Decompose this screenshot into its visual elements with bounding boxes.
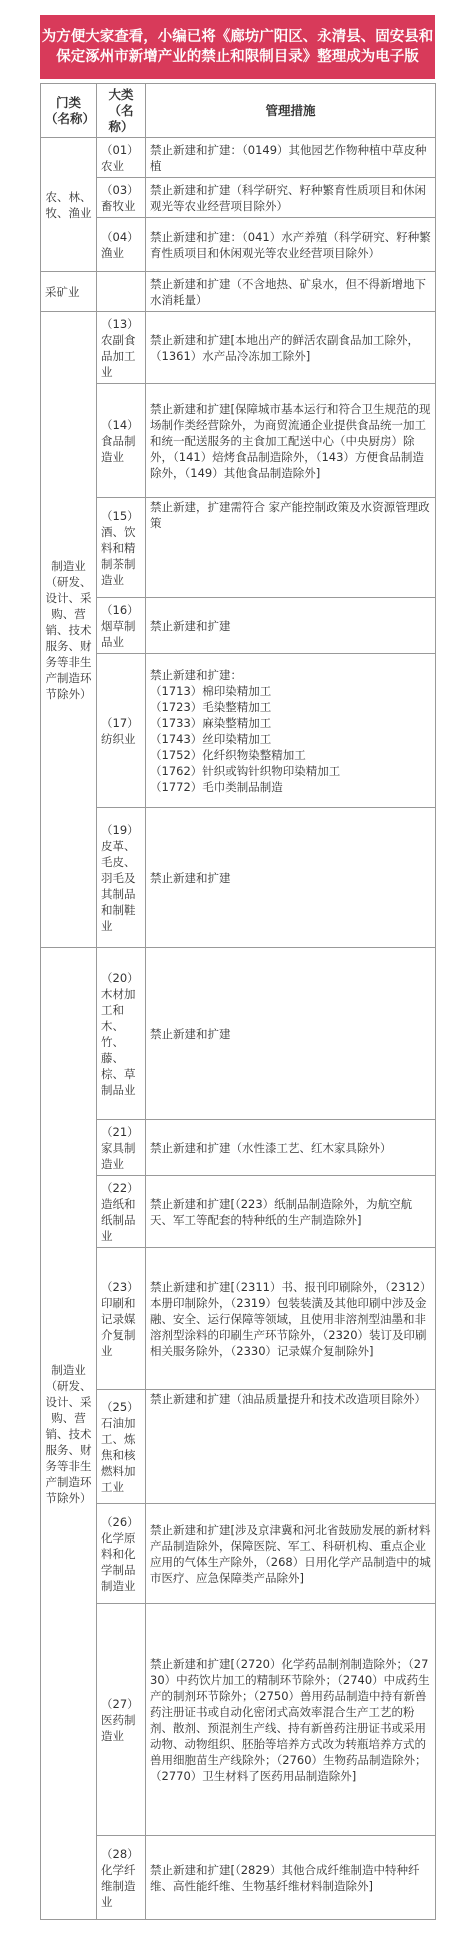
measure-cell xyxy=(146,654,436,808)
measure-cell: 禁止新建和扩建：（041）水产养殖（科学研究、籽种繁育性质项目和休闲观光等农业经营项目除外） xyxy=(146,218,436,272)
table-row xyxy=(41,1836,436,1920)
measure-cell: 禁止新建和扩建（不含地热、矿泉水，但不得新增地下水消耗量） xyxy=(146,272,436,312)
measure-line: （1762）针织或钩针织物印染精加工 xyxy=(150,763,341,778)
subcategory-cell: （28）化学纤维制造业 xyxy=(97,1836,146,1920)
table-row xyxy=(41,178,436,218)
table-row xyxy=(41,384,436,498)
title-banner xyxy=(40,15,435,79)
category-cell: 制造业（研发、设计、采购、营销、技术服务、财务等非生产制造环节除外） xyxy=(41,312,97,948)
measure-cell: 禁止新建和扩建[本地出产的鲜活农副食品加工除外，（1361）水产品冷冻加工除外] xyxy=(146,312,436,384)
measure-cell: 禁止新建，扩建需符合 家产能控制政策及水资源管理政策 xyxy=(146,498,436,598)
table-row xyxy=(41,138,436,178)
category-cell: 农、林、牧、渔业 xyxy=(41,138,97,272)
subcategory-cell: （01）农业 xyxy=(97,138,146,178)
table-row xyxy=(41,1504,436,1604)
category-cell: 制造业（研发、设计、采购、营销、技术服务、财务等非生产制造环节除外） xyxy=(41,948,97,1920)
measure-line: （1713）棉印染精加工 xyxy=(150,683,272,698)
measure-cell: 禁止新建和扩建 xyxy=(146,808,436,948)
table-row xyxy=(41,948,436,1120)
table-row xyxy=(41,1176,436,1248)
subcategory-cell: （13）农副食品加工业 xyxy=(97,312,146,384)
industry-table xyxy=(40,83,436,1920)
table-row xyxy=(41,1120,436,1176)
measure-cell: 禁止新建和扩建 xyxy=(146,948,436,1120)
subcategory-cell: （16）烟草制品业 xyxy=(97,598,146,654)
measure-line: （1752）化纤织物染整精加工 xyxy=(150,747,306,762)
table-row xyxy=(41,598,436,654)
measure-line: （1733）麻染整精加工 xyxy=(150,715,272,730)
subcategory-cell: （15）酒、饮料和精制茶制造业 xyxy=(97,498,146,598)
subcategory-cell: （27）医药制造业 xyxy=(97,1604,146,1836)
measure-cell: 禁止新建和扩建（科学研究、籽种繁育性质项目和休闲观光等农业经营项目除外） xyxy=(146,178,436,218)
subcategory-cell: （26）化学原料和化学制品制造业 xyxy=(97,1504,146,1604)
table-row xyxy=(41,218,436,272)
header-subcategory: 大类（名称） xyxy=(97,84,146,138)
measure-line: （1723）毛染整精加工 xyxy=(150,699,272,714)
subcategory-cell: （14）食品制造业 xyxy=(97,384,146,498)
measure-cell: 禁止新建和扩建[（2311）书、报刊印刷除外，（2312）本册印制除外，（2319）包装装潢及其他印刷中涉及金融、安全、运行保障等领域，且使用非溶剂型油墨和非溶剂型涂料的印刷生产环节除外，（2320）装订及印刷相关服务除外，（2330）记录媒介复制除外] xyxy=(146,1248,436,1390)
subcategory-cell: （19）皮革、毛皮、羽毛及其制品和制鞋业 xyxy=(97,808,146,948)
measure-cell: 禁止新建和扩建（水性漆工艺、红木家具除外） xyxy=(146,1120,436,1176)
measure-cell: 禁止新建和扩建：（0149）其他园艺作物种植中草皮种植 xyxy=(146,138,436,178)
subcategory-cell: （25）石油加工、炼焦和核燃料加工业 xyxy=(97,1390,146,1504)
table-row xyxy=(41,654,436,808)
measure-line: （1743）丝印染精加工 xyxy=(150,731,272,746)
table-row xyxy=(41,1604,436,1836)
table-row xyxy=(41,808,436,948)
table-row xyxy=(41,498,436,598)
subcategory-cell: （20）木材加工和木、竹、藤、棕、草制品业 xyxy=(97,948,146,1120)
category-cell: 采矿业 xyxy=(41,272,97,312)
measure-cell: 禁止新建和扩建（油品质量提升和技术改造项目除外） xyxy=(146,1390,436,1504)
subcategory-cell: （04）渔业 xyxy=(97,218,146,272)
measure-cell: 禁止新建和扩建 xyxy=(146,598,436,654)
measure-cell: 禁止新建和扩建[（2829）其他合成纤维制造中特种纤维、高性能纤维、生物基纤维材料制造除外] xyxy=(146,1836,436,1920)
subcategory-cell: （21）家具制造业 xyxy=(97,1120,146,1176)
table-row xyxy=(41,1390,436,1504)
header-category: 门类（名称） xyxy=(41,84,97,138)
subcategory-cell: （22）造纸和纸制品业 xyxy=(97,1176,146,1248)
measure-cell: 禁止新建和扩建[涉及京津冀和河北省鼓励发展的新材料产品制造除外，保障医院、军工、科研机构、重点企业应用的气体生产除外，（268）日用化学产品制造中的城市医疗、应急保障类产品除外] xyxy=(146,1504,436,1604)
subcategory-cell xyxy=(97,272,146,312)
measure-cell: 禁止新建和扩建[（2720）化学药品制剂制造除外；（2730）中药饮片加工的精制环节除外；（2740）中成药生产的制剂环节除外；（2750）兽用药品制造中持有新兽药注册证书或自动化密闭式高效率混合生产工艺的粉剂、散剂、预混剂生产线、持有新兽药注册证书或采用动物、动物组织、胚胎等培养方式改为转瓶培养方式的兽用细胞苗生产线除外；（2760）生物药品制造除外；（2770）卫生材料了医药用品制造除外] xyxy=(146,1604,436,1836)
header-measures: 管理措施 xyxy=(146,84,436,138)
measure-cell: 禁止新建和扩建[（223）纸制品制造除外，为航空航天、军工等配套的特种纸的生产制造除外] xyxy=(146,1176,436,1248)
measure-cell: 禁止新建和扩建[保障城市基本运行和符合卫生规范的现场制作类经营除外，为商贸流通企业提供食品统一加工和统一配送服务的主食加工配送中心（中央厨房）除外，（141）焙烤食品制造除外，（143）方便食品制造除外，（149）其他食品制造除外] xyxy=(146,384,436,498)
table-row xyxy=(41,312,436,384)
subcategory-cell: （23）印刷和记录媒介复制业 xyxy=(97,1248,146,1390)
title-line-1: 为方便大家查看，小编已将《廊坊广阳区、永清县、固安县和 xyxy=(41,29,434,45)
subcategory-cell: （03）畜牧业 xyxy=(97,178,146,218)
table-row xyxy=(41,272,436,312)
measure-line: （1772）毛巾类制品制造 xyxy=(150,779,283,794)
subcategory-cell: （17）纺织业 xyxy=(97,654,146,808)
table-row xyxy=(41,1248,436,1390)
title-line-2: 保定涿州市新增产业的禁止和限制目录》整理成为电子版 xyxy=(56,49,419,65)
measure-line: 禁止新建和扩建： xyxy=(150,667,242,682)
header-row xyxy=(41,84,436,138)
